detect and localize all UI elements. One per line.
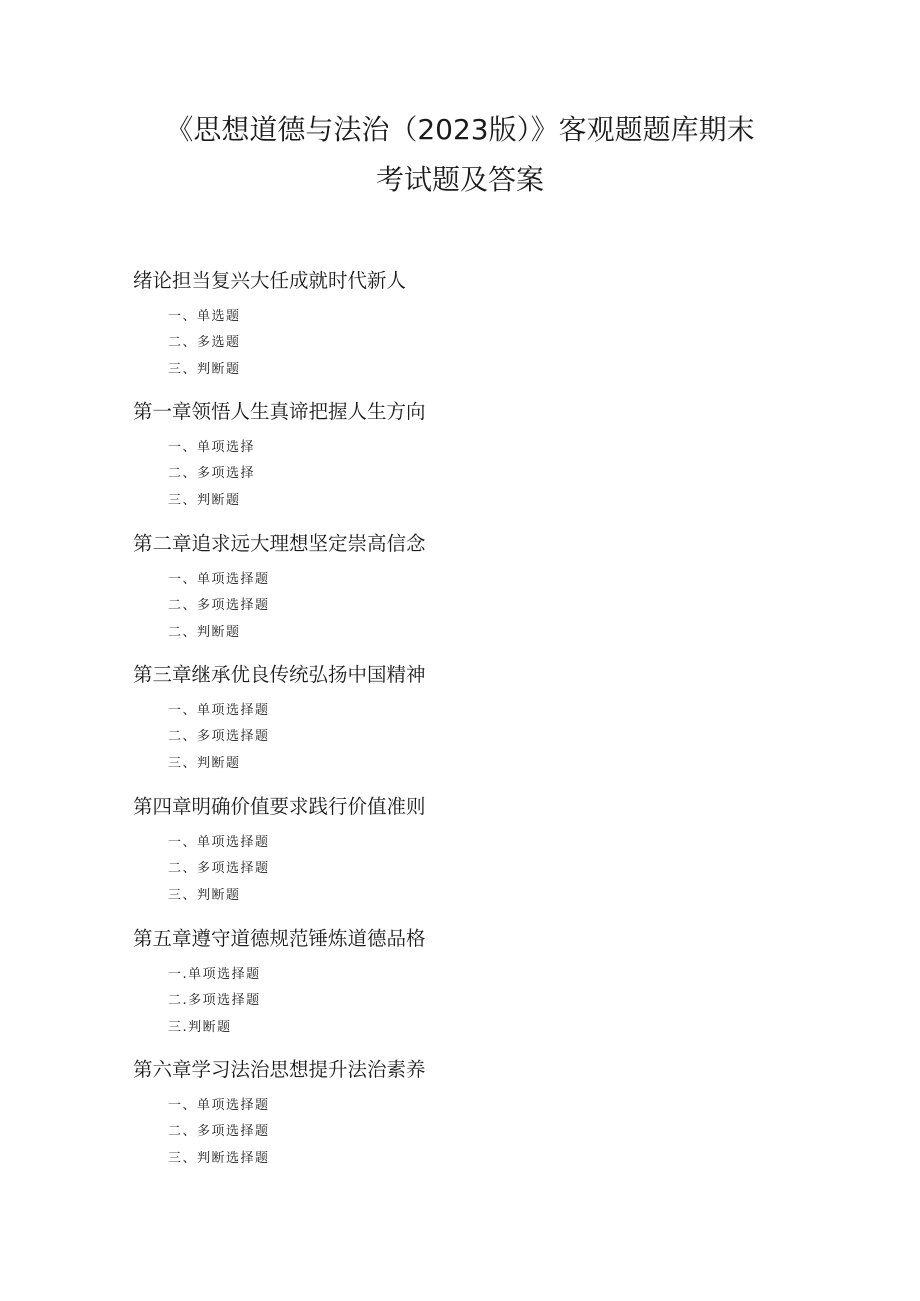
section-item: 一、单选题 <box>168 309 241 324</box>
section-item: 二、多项选择 <box>168 466 256 482</box>
section-item: 一、单项选择题 <box>168 703 270 718</box>
section-item: 二、多选题 <box>168 335 241 351</box>
chapter-4 <box>133 794 693 903</box>
section-item: 一、单项选择 <box>168 440 256 455</box>
section-list <box>168 962 728 1041</box>
section-list <box>168 1093 728 1172</box>
chapter-heading: 第四章明确价值要求践行价值准则 <box>133 795 426 818</box>
section-item: 一.单项选择题 <box>168 967 261 982</box>
chapter-heading: 第五章遵守道德规范锤炼道德品格 <box>133 927 426 950</box>
chapter-heading: 第三章继承优良传统弘扬中国精神 <box>133 663 426 686</box>
section-list <box>168 435 728 514</box>
section-item: 三、判断题 <box>168 361 241 377</box>
chapter-heading: 第二章追求远大理想坚定崇高信念 <box>133 532 426 555</box>
section-list <box>168 830 728 909</box>
section-list <box>168 304 728 383</box>
section-list <box>168 698 728 777</box>
chapter-5 <box>133 926 693 1035</box>
section-item: 三.判断题 <box>168 1019 232 1035</box>
chapter-3 <box>133 662 693 771</box>
section-item: 二、多项选择题 <box>168 861 270 877</box>
document-title-line-2: 考试题及答案 <box>375 163 544 196</box>
document-title-line-1: 《思想道德与法治（2023版）》客观题题库期末 <box>165 113 755 146</box>
section-item: 三、判断题 <box>168 492 241 508</box>
section-item: 二、多项选择题 <box>168 1124 270 1140</box>
chapter-6 <box>133 1057 693 1166</box>
section-item: 一、单项选择题 <box>168 572 270 587</box>
section-item: 二、多项选择题 <box>168 598 270 614</box>
section-item: 三、判断选择题 <box>168 1150 270 1166</box>
section-item: 二.多项选择题 <box>168 993 261 1009</box>
section-item: 二、多项选择题 <box>168 729 270 745</box>
section-item: 一、单项选择题 <box>168 835 270 850</box>
section-item: 一、单项选择题 <box>168 1098 270 1113</box>
section-item: 三、判断题 <box>168 887 241 903</box>
chapter-heading: 第一章领悟人生真谛把握人生方向 <box>133 400 426 423</box>
section-item: 三、判断题 <box>168 755 241 771</box>
chapter-heading: 绪论担当复兴大任成就时代新人 <box>133 269 407 292</box>
section-list <box>168 567 728 646</box>
chapter-1 <box>133 399 693 508</box>
chapter-2 <box>133 531 693 640</box>
chapter-introduction <box>133 268 693 377</box>
section-item: 二、判断题 <box>168 624 241 640</box>
chapter-heading: 第六章学习法治思想提升法治素养 <box>133 1058 426 1081</box>
